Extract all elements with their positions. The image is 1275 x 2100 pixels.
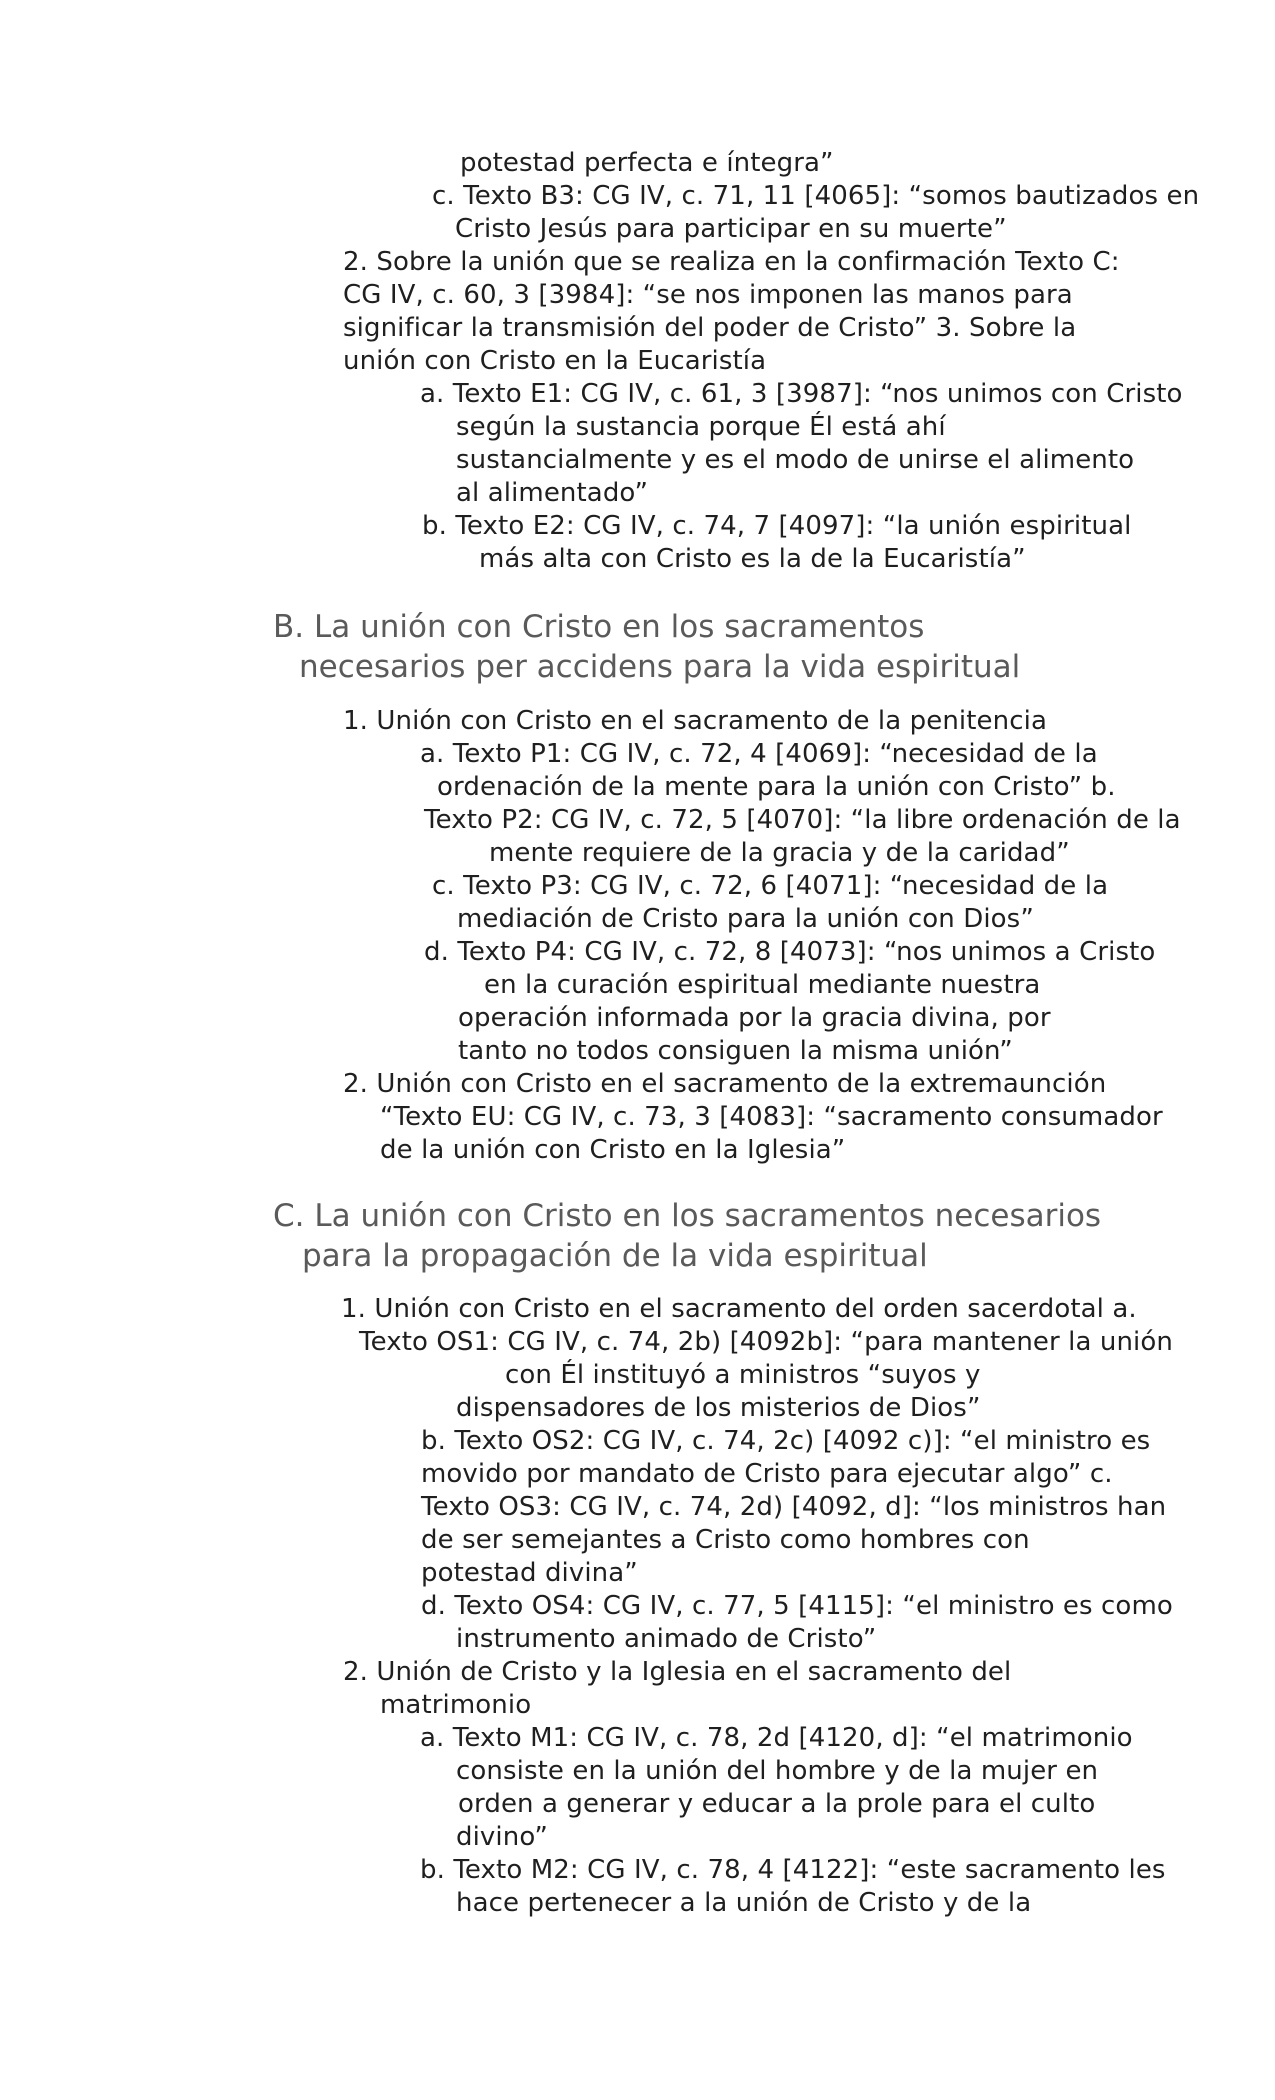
text-line: b. Texto M2: CG IV, c. 78, 4 [4122]: “este sacramento les	[420, 1855, 1166, 1885]
text-line: b. Texto E2: CG IV, c. 74, 7 [4097]: “la unión espiritual	[422, 511, 1132, 541]
text-line: de ser semejantes a Cristo como hombres con	[421, 1525, 1030, 1555]
text-line: Texto P2: CG IV, c. 72, 5 [4070]: “la libre ordenación de la	[424, 805, 1181, 835]
section-heading: B. La unión con Cristo en los sacramentos	[273, 609, 925, 645]
text-line: d. Texto OS4: CG IV, c. 77, 5 [4115]: “el ministro es como	[421, 1591, 1173, 1621]
text-line: al alimentado”	[456, 478, 649, 508]
text-line: unión con Cristo en la Eucaristía	[343, 346, 767, 376]
text-line: dispensadores de los misterios de Dios”	[456, 1393, 981, 1423]
text-line: a. Texto M1: CG IV, c. 78, 2d [4120, d]: “el matrimonio	[420, 1723, 1133, 1753]
text-line: “Texto EU: CG IV, c. 73, 3 [4083]: “sacramento consumador	[380, 1102, 1163, 1132]
section-heading: necesarios per accidens para la vida espiritual	[299, 649, 1021, 685]
text-line: más alta con Cristo es la de la Eucaristía”	[479, 544, 1026, 574]
text-line: sustancialmente y es el modo de unirse el alimento	[456, 445, 1135, 475]
text-line: 1. Unión con Cristo en el sacramento de la penitencia	[343, 706, 1047, 736]
text-line: según la sustancia porque Él está ahí	[456, 412, 946, 442]
text-line: 1. Unión con Cristo en el sacramento del orden sacerdotal a.	[341, 1294, 1137, 1324]
text-line: mediación de Cristo para la unión con Dios”	[457, 904, 1034, 934]
text-line: instrumento animado de Cristo”	[456, 1624, 877, 1654]
text-line: d. Texto P4: CG IV, c. 72, 8 [4073]: “nos unimos a Cristo	[424, 937, 1156, 967]
section-heading: para la propagación de la vida espiritual	[302, 1238, 928, 1274]
text-line: mente requiere de la gracia y de la caridad”	[489, 838, 1070, 868]
text-line: operación informada por la gracia divina, por	[458, 1003, 1051, 1033]
text-line: c. Texto B3: CG IV, c. 71, 11 [4065]: “somos bautizados en	[432, 181, 1200, 211]
text-line: Cristo Jesús para participar en su muerte”	[455, 214, 1007, 244]
text-line: de la unión con Cristo en la Iglesia”	[380, 1135, 846, 1165]
text-line: Texto OS3: CG IV, c. 74, 2d) [4092, d]: “los ministros han	[421, 1492, 1167, 1522]
text-line: con Él instituyó a ministros “suyos y	[505, 1360, 981, 1390]
section-heading: C. La unión con Cristo en los sacramentos necesarios	[273, 1198, 1102, 1234]
text-line: Texto OS1: CG IV, c. 74, 2b) [4092b]: “para mantener la unión	[359, 1327, 1173, 1357]
text-line: CG IV, c. 60, 3 [3984]: “se nos imponen las manos para	[343, 280, 1073, 310]
text-line: tanto no todos consiguen la misma unión”	[458, 1036, 1013, 1066]
text-line: significar la transmisión del poder de Cristo” 3. Sobre la	[343, 313, 1077, 343]
text-line: c. Texto P3: CG IV, c. 72, 6 [4071]: “necesidad de la	[432, 871, 1109, 901]
text-line: hace pertenecer a la unión de Cristo y de la	[456, 1888, 1032, 1918]
text-line: 2. Sobre la unión que se realiza en la confirmación Texto C:	[343, 247, 1120, 277]
text-line: orden a generar y educar a la prole para el culto	[458, 1789, 1096, 1819]
text-line: b. Texto OS2: CG IV, c. 74, 2c) [4092 c)]: “el ministro es	[421, 1426, 1151, 1456]
text-line: a. Texto P1: CG IV, c. 72, 4 [4069]: “necesidad de la	[420, 739, 1098, 769]
text-line: ordenación de la mente para la unión con Cristo” b.	[437, 772, 1116, 802]
text-line: potestad divina”	[421, 1558, 638, 1588]
text-line: movido por mandato de Cristo para ejecutar algo” c.	[421, 1459, 1113, 1489]
text-line: consiste en la unión del hombre y de la mujer en	[456, 1756, 1099, 1786]
text-line: divino”	[456, 1822, 548, 1852]
text-line: en la curación espiritual mediante nuestra	[484, 970, 1041, 1000]
text-line: potestad perfecta e íntegra”	[460, 148, 834, 178]
text-line: 2. Unión de Cristo y la Iglesia en el sacramento del	[343, 1657, 1012, 1687]
text-line: 2. Unión con Cristo en el sacramento de la extremaunción	[343, 1069, 1107, 1099]
text-line: a. Texto E1: CG IV, c. 61, 3 [3987]: “nos unimos con Cristo	[420, 379, 1183, 409]
text-line: matrimonio	[380, 1690, 532, 1720]
